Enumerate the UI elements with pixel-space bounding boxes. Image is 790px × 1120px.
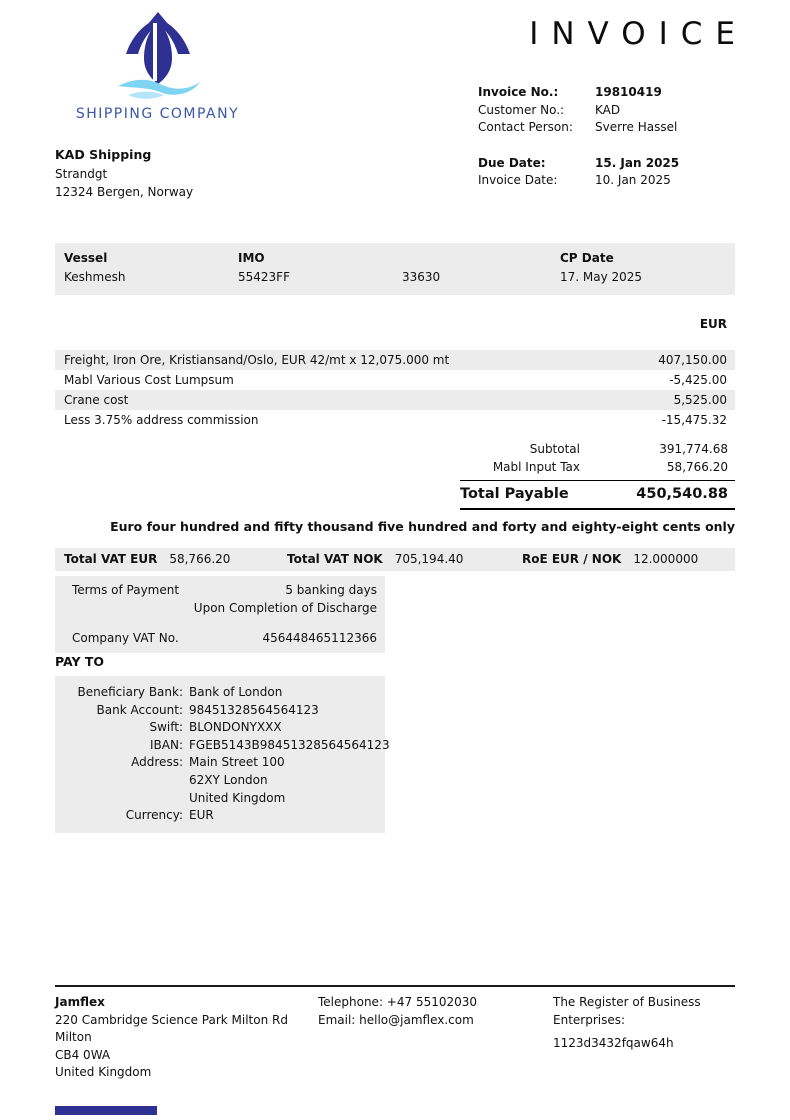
line-item-amount: 407,150.00 <box>658 353 727 367</box>
roe-eur-nok-value: 12.000000 <box>633 552 699 566</box>
vessel-name: Keshmesh <box>64 270 126 284</box>
swift-value: BLONDONYXXX <box>189 720 282 735</box>
bank-account-value: 98451328564564123 <box>189 702 319 717</box>
sender-address-block <box>55 146 193 202</box>
swift-row <box>63 719 377 737</box>
subtotal-value: 391,774.68 <box>659 442 728 456</box>
line-item-description: Crane cost <box>64 393 129 407</box>
line-item-amount: 5,525.00 <box>673 393 727 407</box>
bank-account-row <box>63 702 377 720</box>
line-item-row <box>55 410 735 430</box>
bank-address-row3 <box>63 790 377 808</box>
company-vat-value: 456448465112366 <box>262 631 377 645</box>
total-vat-nok-value: 705,194.40 <box>394 552 464 566</box>
invoice-date-label: Invoice Date: <box>478 173 558 187</box>
vessel-col-header: Vessel <box>64 251 108 265</box>
terms-payment-line1: 5 banking days <box>285 583 377 597</box>
footer-register-line1: The Register of Business <box>553 995 701 1009</box>
company-vat-row <box>72 630 377 648</box>
due-date-label: Due Date: <box>478 155 546 170</box>
line-item-amount: -15,475.32 <box>661 413 727 427</box>
swift-label: Swift: <box>149 720 183 735</box>
line-item-row <box>55 370 735 390</box>
bank-account-label: Bank Account: <box>96 702 183 717</box>
amount-in-words: Euro four hundred and fifty thousand five hundred and forty and eighty-eight cents only <box>110 519 735 534</box>
customer-number-value: KAD <box>595 102 621 117</box>
bank-address-value2: 62XY London <box>189 772 268 787</box>
input-tax-value: 58,766.20 <box>666 459 728 474</box>
sender-name: KAD Shipping <box>55 147 152 162</box>
bank-address-value3: United Kingdom <box>189 790 286 805</box>
footer-address-line: Milton <box>55 1030 92 1045</box>
footer-address-line: CB4 0WA <box>55 1047 111 1062</box>
cp-date-value: 17. May 2025 <box>560 270 643 284</box>
footer-company-column <box>55 994 318 1082</box>
ship-logo-icon <box>104 10 212 102</box>
cp-date-col-header: CP Date <box>560 251 614 265</box>
vessel-extra-value: 33630 <box>402 270 441 284</box>
sender-address-line2: 12324 Bergen, Norway <box>55 185 194 199</box>
currency-column-header: EUR <box>699 317 727 331</box>
footer-company-name: Jamflex <box>55 995 105 1009</box>
iban-row <box>63 737 390 755</box>
terms-of-payment-block <box>55 576 385 653</box>
invoice-meta <box>478 84 740 190</box>
line-items-table <box>55 316 735 430</box>
company-logo-block <box>55 10 260 122</box>
roe-eur-nok-cell <box>522 552 735 566</box>
line-item-row <box>55 390 735 410</box>
total-vat-nok-label: Total VAT NOK <box>287 552 383 566</box>
vessel-table <box>55 243 735 295</box>
bank-address-label: Address: <box>131 755 183 770</box>
footer <box>55 985 735 1082</box>
invoice-date-row <box>478 172 740 190</box>
line-item-description: Mabl Various Cost Lumpsum <box>64 373 234 387</box>
footer-register-line2: Enterprises: <box>553 1012 626 1027</box>
beneficiary-bank-row <box>63 684 377 702</box>
line-item-amount: -5,425.00 <box>669 373 727 387</box>
input-tax-label: Mabl Input Tax <box>492 459 580 474</box>
footer-address-line: 220 Cambridge Science Park Milton Rd <box>55 1012 288 1027</box>
footer-contact-column <box>318 994 553 1082</box>
company-vat-label: Company VAT No. <box>72 631 179 645</box>
invoice-date-value: 10. Jan 2025 <box>595 173 671 187</box>
currency-label: Currency: <box>125 808 183 823</box>
total-vat-eur-label: Total VAT EUR <box>64 552 158 566</box>
due-date-value: 15. Jan 2025 <box>595 155 680 170</box>
invoice-number-value: 19810419 <box>595 85 662 99</box>
footer-register-number: 1123d3432fqaw64h <box>553 1036 674 1051</box>
line-item-row <box>55 350 735 370</box>
total-payable-row <box>460 480 735 510</box>
line-item-description: Less 3.75% address commission <box>64 413 259 427</box>
total-vat-eur-value: 58,766.20 <box>169 552 231 566</box>
iban-value: FGEB5143B98451328564564123 <box>189 737 390 752</box>
bank-address-row <box>63 754 377 772</box>
subtotal-label: Subtotal <box>529 442 580 456</box>
contact-person-label: Contact Person: <box>478 120 573 134</box>
blank-col-header <box>402 251 560 265</box>
bank-address-blank-label <box>63 772 183 790</box>
beneficiary-bank-value: Bank of London <box>189 685 283 699</box>
iban-label: IBAN: <box>150 737 183 752</box>
terms-payment-line2: Upon Completion of Discharge <box>193 600 377 615</box>
imo-value: 55423FF <box>238 270 290 284</box>
bank-address-value: Main Street 100 <box>189 755 285 770</box>
line-item-description: Freight, Iron Ore, Kristiansand/Oslo, EUR 42/mt x 12,075.000 mt <box>64 353 450 367</box>
due-date-row <box>478 155 740 173</box>
contact-person-row <box>478 119 740 137</box>
pay-to-block <box>55 676 390 833</box>
sender-address-line1: Strandgt <box>55 166 108 181</box>
total-vat-eur-cell <box>64 552 287 566</box>
vessel-table-header <box>64 251 735 265</box>
invoice-dates <box>478 155 740 190</box>
totals-block <box>460 441 735 510</box>
company-logo-text: SHIPPING COMPANY <box>75 106 240 122</box>
terms-payment-label: Terms of Payment <box>72 583 180 597</box>
contact-person-value: Sverre Hassel <box>595 120 678 134</box>
footer-address-line: United Kingdom <box>55 1065 152 1080</box>
total-payable-value: 450,540.88 <box>636 486 728 502</box>
footer-register-column <box>553 994 735 1082</box>
footer-telephone: Telephone: +47 55102030 <box>318 995 478 1009</box>
input-tax-row <box>460 459 735 477</box>
invoice-number-label: Invoice No.: <box>478 85 559 99</box>
customer-number-label: Customer No.: <box>478 102 565 117</box>
footer-email: Email: hello@jamflex.com <box>318 1012 474 1027</box>
customer-number-row <box>478 102 740 120</box>
imo-col-header: IMO <box>238 251 265 265</box>
pay-to-heading: PAY TO <box>55 654 105 669</box>
roe-eur-nok-label: RoE EUR / NOK <box>522 552 622 566</box>
bank-address-row2 <box>63 772 377 790</box>
total-vat-nok-cell <box>287 552 522 566</box>
invoice-number-row <box>478 84 740 102</box>
total-payable-label: Total Payable <box>460 486 569 502</box>
subtotal-row <box>460 441 735 459</box>
vat-summary-strip <box>55 548 735 571</box>
beneficiary-bank-label: Beneficiary Bank: <box>77 685 183 699</box>
terms-payment-row <box>72 582 377 617</box>
page-title: INVOICE <box>529 16 748 52</box>
terms-payment-value <box>194 582 377 617</box>
currency-row <box>63 807 377 825</box>
bank-address-blank-label <box>63 790 183 808</box>
currency-value: EUR <box>189 808 214 823</box>
vessel-table-row <box>64 270 735 284</box>
bottom-accent-bar <box>55 1106 157 1115</box>
